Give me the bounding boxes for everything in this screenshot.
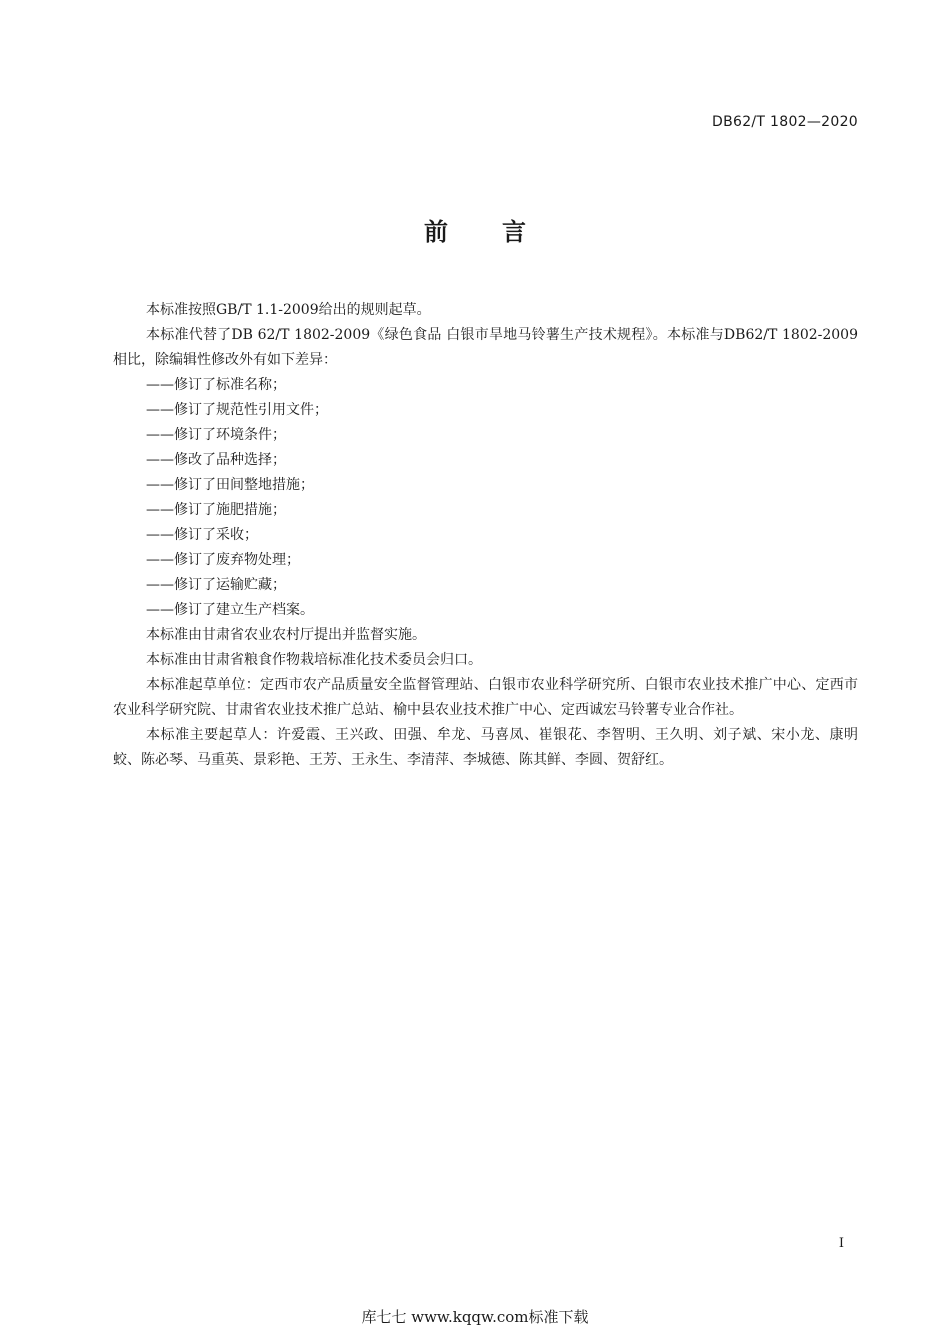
list-item: ——修订了规范性引用文件； xyxy=(146,402,328,418)
paragraph-drafting-units: 本标准起草单位：定西市农产品质量安全监督管理站、白银市农业科学研究所、白银市农业技术推广中心、定西市农业科学研究院、甘肃省农业技术推广总站、榆中县农业技术推广中心、定西诚宏马铃薯专业合作社。 xyxy=(113,677,858,718)
footer-watermark: 库七七 www.kqqw.com标准下载 xyxy=(361,1308,589,1326)
list-item: ——修订了环境条件； xyxy=(146,427,286,443)
paragraph-committee: 本标准由甘肃省粮食作物栽培标准化技术委员会归口。 xyxy=(146,652,482,668)
list-item: ——修订了运输贮藏； xyxy=(146,577,286,593)
paragraph-drafting-rules: 本标准按照GB/T 1.1-2009给出的规则起草。 xyxy=(146,302,431,318)
document-code: DB62/T 1802—2020 xyxy=(712,114,858,130)
list-item: ——修订了田间整地措施； xyxy=(146,477,314,493)
list-item: ——修订了建立生产档案。 xyxy=(146,602,314,618)
paragraph-proposer: 本标准由甘肃省农业农村厅提出并监督实施。 xyxy=(146,627,426,643)
list-item: ——修订了废弃物处理； xyxy=(146,552,300,568)
list-item: ——修订了采收； xyxy=(146,527,258,543)
title-char-1: 前 xyxy=(424,218,448,246)
paragraph-drafters: 本标准主要起草人：许爱霞、王兴政、田强、牟龙、马喜凤、崔银花、李智明、王久明、刘子斌、宋小龙、康明蛟、陈必琴、马重英、景彩艳、王芳、王永生、李清萍、李城德、陈其鲜、李圆、贺舒红。 xyxy=(113,727,858,768)
foreword-body xyxy=(113,298,858,773)
changes-list xyxy=(113,373,858,623)
list-item: ——修改了品种选择； xyxy=(146,452,286,468)
page-title xyxy=(0,212,950,247)
paragraph-replacement: 本标准代替了DB 62/T 1802-2009《绿色食品 白银市旱地马铃薯生产技术规程》。本标准与DB62/T 1802-2009相比，除编辑性修改外有如下差异： xyxy=(113,327,858,368)
list-item: ——修订了施肥措施； xyxy=(146,502,286,518)
list-item: ——修订了标准名称； xyxy=(146,377,286,393)
title-char-2: 言 xyxy=(502,218,526,246)
page-number: I xyxy=(838,1236,844,1251)
